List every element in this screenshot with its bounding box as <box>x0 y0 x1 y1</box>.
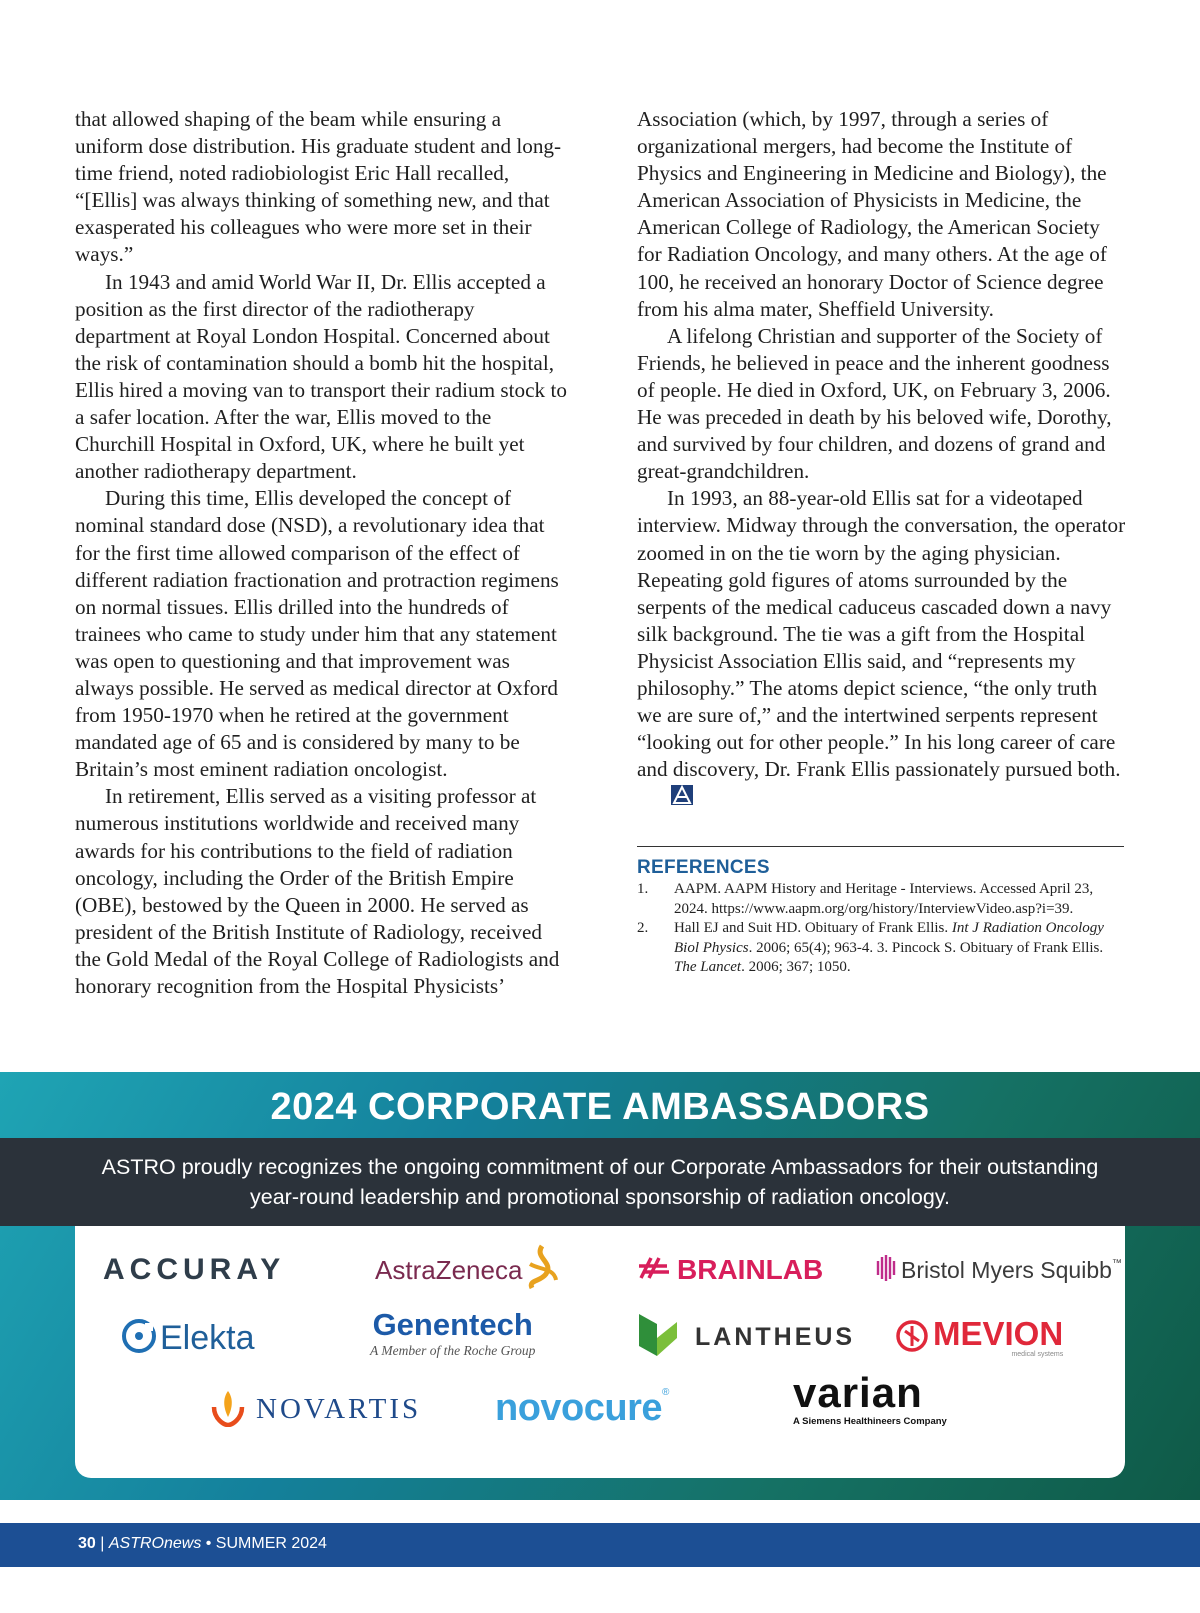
mevion-tagline: medical systems <box>1011 1351 1064 1358</box>
mevion-symbol-icon <box>895 1319 929 1358</box>
lantheus-symbol-icon <box>637 1312 679 1363</box>
astrazeneca-wordmark: AstraZeneca <box>375 1254 523 1285</box>
reference-journal: The Lancet <box>674 959 742 975</box>
novartis-wordmark: NOVARTIS <box>256 1392 422 1425</box>
article-paragraph: Association (which, by 1997, through a series of organizational mergers, had become the Institute of Physics and Engineering in Medicine and Biology), the American Association of Physicists in Medicine, the American College of Radiology, the American Society for Radiation Oncology, and many others. At the age of 100, he received an honorary Doctor of Science degree from his alma mater, Sheffield University. <box>637 107 1107 321</box>
elekta-logo <box>120 1313 255 1363</box>
reference-number: 1. <box>637 881 649 897</box>
article-paragraph: that allowed shaping of the beam while ensuring a uniform dose distribution. His graduate student and long-time friend, noted radiobiologist Eric Hall recalled, “[Ellis] was always thinking of something new, and that exasperated his colleagues who were more set in their ways.” <box>75 107 562 267</box>
ambassadors-subtitle: ASTRO proudly recognizes the ongoing commitment of our Corporate Ambassadors for their outstanding year-round leadership and promotional sponsorship of radiation oncology. <box>101 1155 1099 1209</box>
article-paragraph: During this time, Ellis developed the concept of nominal standard dose (NSD), a revolutionary idea that for the first time allowed comparison of the effect of different radiation fractionation and protraction regimens on normal tissues. Ellis drilled into the hundreds of trainees who came to study under him that any statement was open to questioning and that improvement was always possible. He served as medical director at Oxford from 1950-1970 when he retired at the government mandated age of 65 and is considered by many to be Britain’s most eminent radiation oncologist. <box>75 486 559 782</box>
brainlab-logo <box>637 1248 823 1292</box>
genentech-logo <box>370 1308 535 1372</box>
article-paragraph: In retirement, Ellis served as a visiting professor at numerous institutions worldwide and received many awards for his contributions to the field of radiation oncology, including the Order of the British Empire (OBE), bestowed by the Queen in 2000. He served as president of the British Institute of Radiology, received the Gold Medal of the Royal College of Radiologists and honorary recognition from the Hospital Physicists’ <box>75 784 560 998</box>
mevion-text <box>933 1317 1063 1359</box>
reference-number: 2. <box>637 920 649 936</box>
astrazeneca-logo <box>375 1244 560 1296</box>
footer-text <box>78 1535 327 1553</box>
registered-mark-icon: ® <box>662 1387 670 1398</box>
bms-wordmark: Bristol Myers Squibb <box>901 1256 1112 1283</box>
article-paragraph: A lifelong Christian and supporter of the Society of Friends, he believed in peace and the inherent goodness of people. He died in Oxford, UK, on February 3, 2006. He was preceded in death by his beloved wife, Dorothy, and survived by four children, and dozens of grand and great-grandchildren. <box>637 323 1112 484</box>
varian-tagline: A Siemens Healthineers Company <box>793 1416 947 1427</box>
varian-wordmark: varian <box>793 1369 923 1416</box>
brainlab-wordmark: BRAINLAB <box>677 1254 824 1285</box>
accuray-logo <box>103 1248 285 1292</box>
mevion-wordmark: MEVION <box>933 1315 1064 1352</box>
bms-logo <box>875 1250 1122 1290</box>
reference-text: AAPM. AAPM History and Heritage - Interviews. Accessed April 23, 2024. https://www.aapm.org/org/history/InterviewVideo.asp?i=39. <box>674 881 1094 917</box>
page-number: 30 <box>78 1535 96 1552</box>
reference-text-part: . 2006; 367; 1050. <box>741 959 851 975</box>
article-column-right <box>637 106 1127 810</box>
brainlab-symbol-icon <box>637 1254 671 1287</box>
ambassadors-title: 2024 CORPORATE AMBASSADORS <box>270 1086 930 1128</box>
astro-end-mark-icon <box>641 785 663 805</box>
bms-symbol-icon <box>875 1253 897 1288</box>
references-section <box>637 846 1124 978</box>
lantheus-logo <box>637 1310 855 1364</box>
accuray-wordmark: ACCURAY <box>103 1253 286 1286</box>
article-paragraph-text: In 1993, an 88-year-old Ellis sat for a videotaped interview. Midway through the conversation, the operator zoomed in on the tie worn by the aging physician. Repeating gold figures of atoms surrounded by the serpents of the medical caduceus cascaded down a navy silk background. The tie was a gift from the Hospital Physicist Association Ellis said, and “represents my philosophy.” The atoms depict science, “the only truth we are sure of,” and the intertwined serpents represent “looking out for other people.” In his long career of care and discovery, Dr. Frank Ellis passionately pursued both. <box>637 486 1126 782</box>
elekta-symbol-icon <box>120 1317 158 1360</box>
genentech-wordmark: Genentech <box>372 1307 533 1342</box>
reference-text-part: Hall EJ and Suit HD. Obituary of Frank Ellis. <box>674 920 952 936</box>
reference-item <box>637 880 1124 919</box>
article-paragraph: In 1943 and amid World War II, Dr. Ellis accepted a position as the first director of the radiotherapy department at Royal London Hospital. Concerned about the risk of contamination should a bomb hit the hospital, Ellis hired a moving van to transport their radium stock to a safer location. After the war, Ellis moved to the Churchill Hospital in Oxford, UK, where he built yet another radiotherapy department. <box>75 269 567 484</box>
bms-trademark: ™ <box>1111 1258 1122 1269</box>
astrazeneca-symbol-icon <box>524 1244 560 1297</box>
reference-text-part: . 2006; 65(4); 963-4. 3. Pincock S. Obituary of Frank Ellis. <box>748 939 1104 956</box>
genentech-tagline: A Member of the Roche Group <box>370 1343 536 1358</box>
novocure-wordmark: novocure <box>495 1386 663 1429</box>
footer-separator: | <box>95 1535 109 1552</box>
mevion-logo <box>895 1316 1063 1360</box>
novartis-flame-icon <box>210 1387 246 1432</box>
article-paragraph-final <box>637 485 1127 810</box>
lantheus-wordmark: LANTHEUS <box>695 1322 856 1351</box>
novocure-logo <box>495 1383 669 1433</box>
references-heading: REFERENCES <box>637 857 770 878</box>
magazine-name: ASTROnews <box>108 1535 202 1552</box>
reference-text <box>674 919 1124 978</box>
elekta-wordmark: Elekta <box>160 1318 255 1357</box>
reference-item <box>637 919 1124 978</box>
ambassador-logo-panel <box>75 1226 1125 1478</box>
novartis-logo <box>210 1384 421 1434</box>
article-column-left <box>75 106 567 1000</box>
varian-logo <box>793 1370 947 1440</box>
reference-journal: Int J Radiation Oncology Biol Physics <box>674 920 1104 956</box>
issue-label: • SUMMER 2024 <box>201 1535 327 1552</box>
